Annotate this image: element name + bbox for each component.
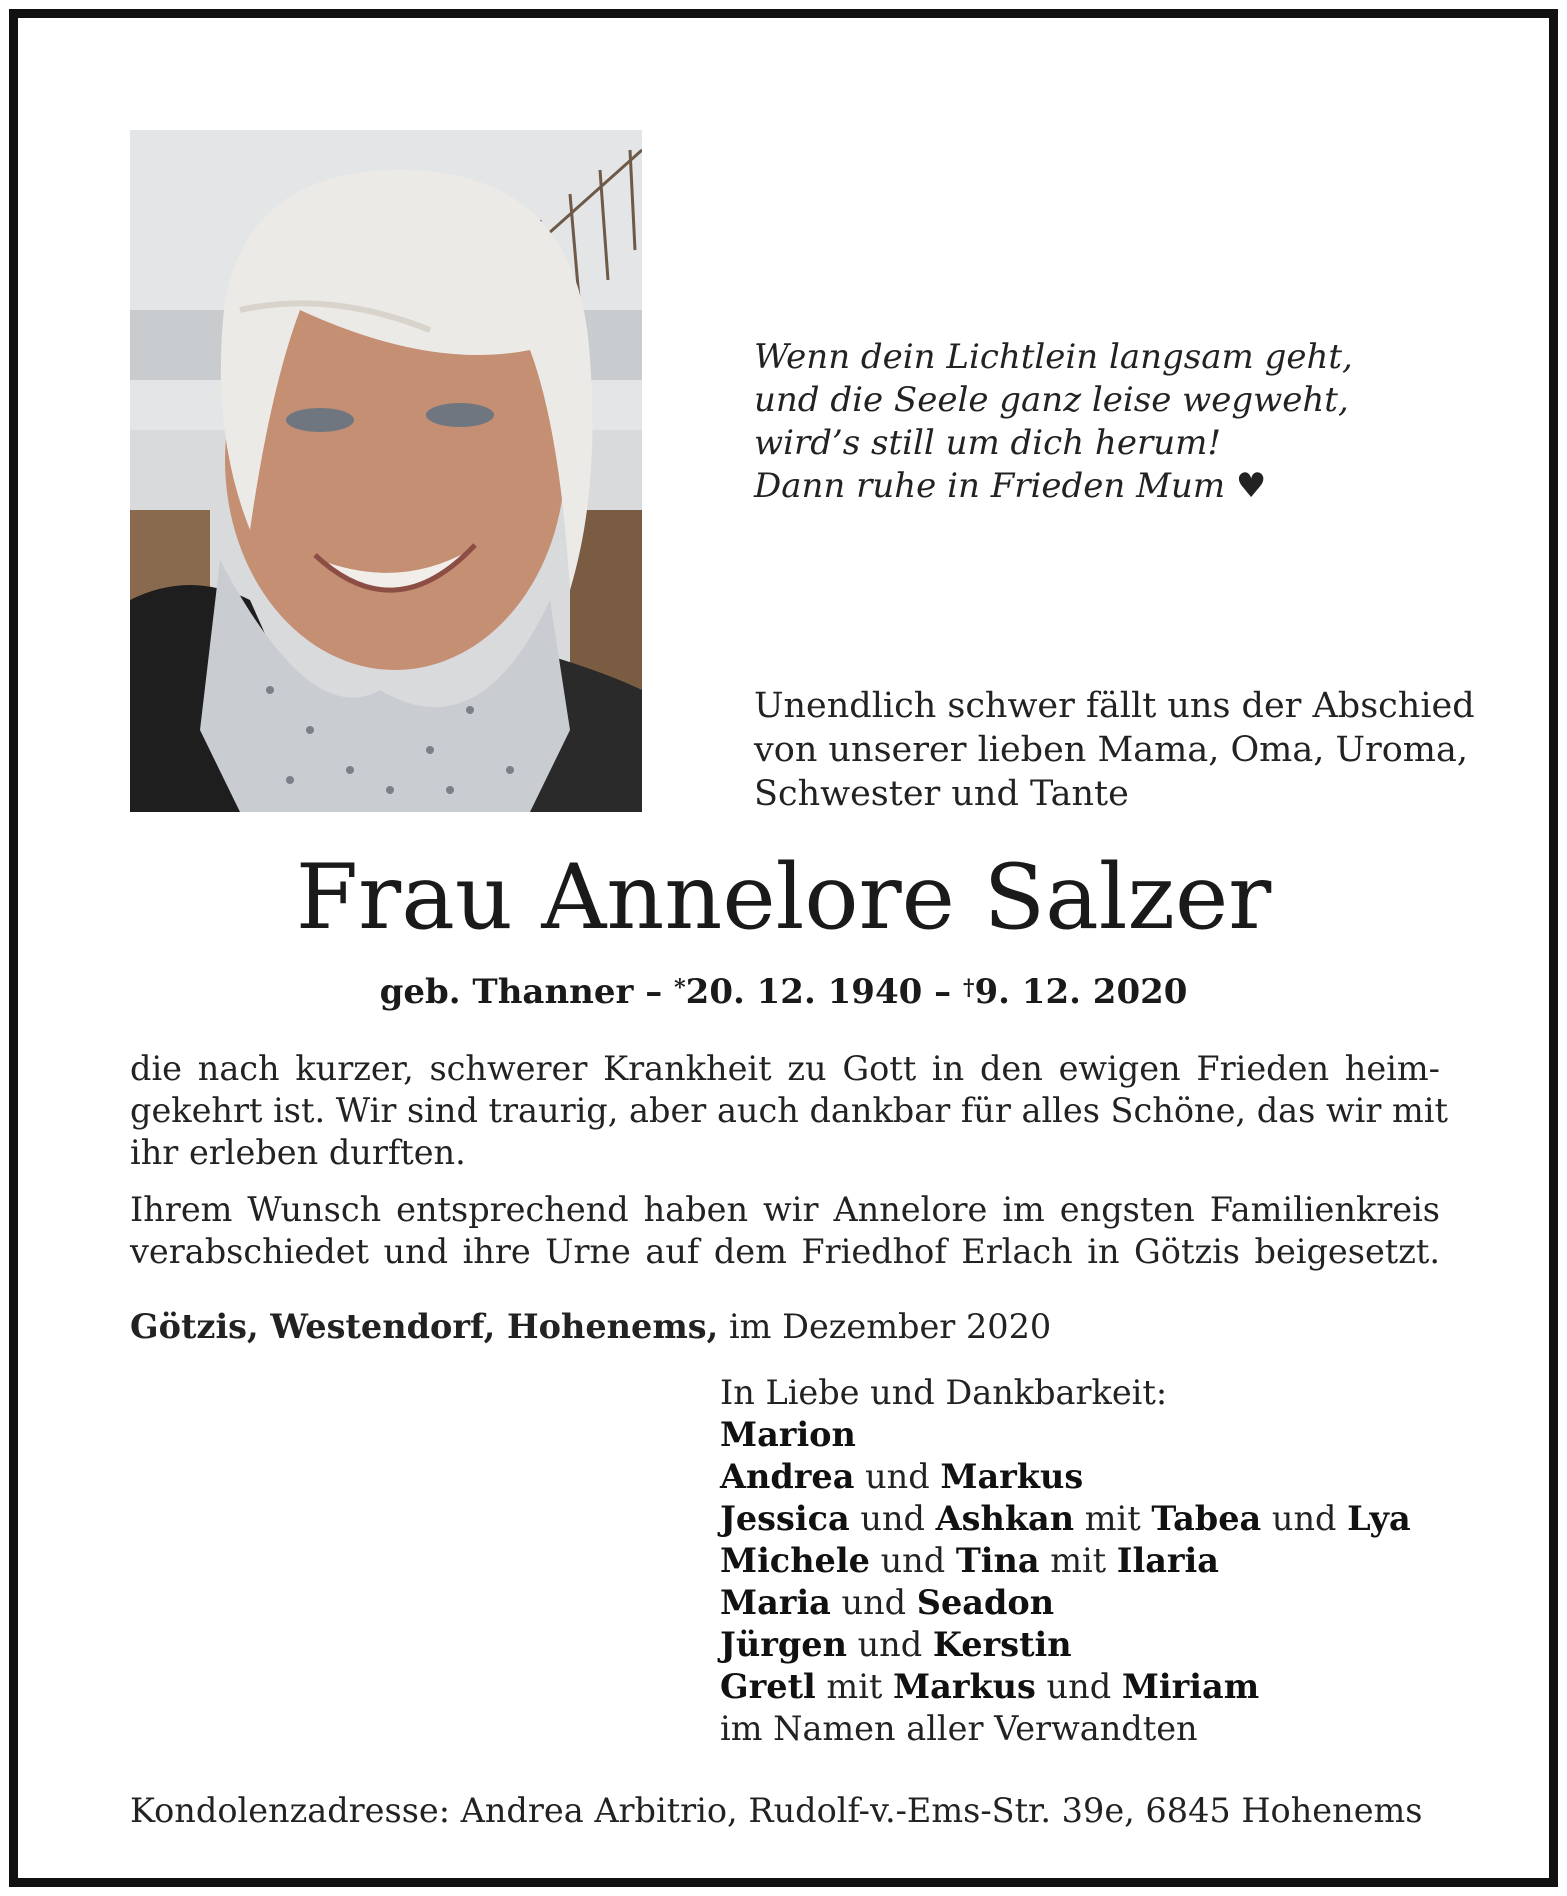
relative-name: Andrea: [720, 1457, 855, 1496]
intro-line: Unendlich schwer fällt uns der Abschied: [754, 686, 1475, 726]
relative-names: [720, 1708, 1198, 1750]
connector-text: im Namen aller Verwandten: [720, 1709, 1198, 1748]
separator: –: [934, 972, 952, 1012]
relative-name: Michele: [720, 1541, 870, 1580]
paragraph-burial: [130, 1189, 1440, 1273]
paragraph-line: gekehrt ist. Wir sind traurig, aber auch dankbar für alles Schöne, das wir mit: [130, 1091, 1448, 1130]
relative-name: Jürgen: [720, 1625, 847, 1664]
relative-names: [720, 1414, 856, 1456]
connector-text: und: [1261, 1499, 1348, 1538]
relative-names: [720, 1582, 1054, 1624]
death-date: 9. 12. 2020: [974, 972, 1188, 1012]
relative-name: Markus: [893, 1667, 1036, 1706]
relative-name: Marion: [720, 1415, 856, 1454]
paragraph-line: die nach kurzer, schwerer Krankheit zu Gott in den ewigen Frieden heim-: [130, 1049, 1440, 1088]
paragraph-line: verabschiedet und ihre Urne auf dem Friedhof Erlach in Götzis beigesetzt.: [130, 1232, 1440, 1271]
poem-line: Wenn dein Lichtlein langsam geht,: [754, 337, 1353, 377]
place-date: [130, 1306, 1051, 1348]
poem: [754, 336, 1474, 508]
paragraph-line: Ihrem Wunsch entsprechend haben wir Annelore im engsten Familienkreis: [130, 1190, 1440, 1229]
connector-text: und: [830, 1583, 917, 1622]
born-symbol: *: [674, 975, 686, 1001]
separator: –: [645, 972, 663, 1012]
connector-text: und: [869, 1541, 956, 1580]
signoff-heading: In Liebe und Dankbarkeit:: [720, 1373, 1168, 1412]
connector-text: mit: [1074, 1499, 1152, 1538]
place-towns: Götzis, Westendorf, Hohenems,: [130, 1307, 719, 1346]
relative-name: Ashkan: [935, 1499, 1075, 1538]
relative-names: [720, 1666, 1259, 1708]
connector-text: und: [849, 1499, 936, 1538]
died-symbol: †: [962, 975, 975, 1001]
relative-names: [720, 1540, 1219, 1582]
relative-name: Seadon: [916, 1583, 1055, 1622]
paragraph-announcement: [130, 1048, 1448, 1174]
birth-name: geb. Thanner: [379, 972, 634, 1012]
intro-line: von unserer lieben Mama, Oma, Uroma,: [754, 730, 1468, 770]
relative-name: Ilaria: [1116, 1541, 1219, 1580]
relative-names: [720, 1456, 1083, 1498]
relative-name: Kerstin: [932, 1625, 1072, 1664]
relative-names: [720, 1624, 1072, 1666]
poem-line: und die Seele ganz leise wegweht,: [754, 380, 1349, 420]
intro-text: [754, 684, 1514, 816]
connector-text: und: [846, 1625, 933, 1664]
poem-line: Dann ruhe in Frieden Mum ♥: [754, 466, 1267, 506]
connector-text: mit: [1039, 1541, 1117, 1580]
relative-name: Gretl: [720, 1667, 816, 1706]
relative-name: Maria: [720, 1583, 831, 1622]
relative-name: Tabea: [1151, 1499, 1262, 1538]
paragraph-line: ihr erleben durften.: [130, 1133, 466, 1172]
relative-name: Tina: [955, 1541, 1040, 1580]
place-month: im Dezember 2020: [728, 1307, 1052, 1346]
condolence-address: Kondolenzadresse: Andrea Arbitrio, Rudolf-v.-Ems-Str. 39e, 6845 Hohenems: [130, 1791, 1423, 1830]
birth-date: 20. 12. 1940: [685, 972, 923, 1012]
deceased-name: Frau Annelore Salzer: [295, 845, 1272, 950]
life-dates: [0, 970, 1567, 1014]
connector-text: und: [1035, 1667, 1122, 1706]
relative-name: Markus: [940, 1457, 1084, 1496]
poem-line: wird’s still um dich herum!: [754, 423, 1222, 463]
connector-text: und: [854, 1457, 941, 1496]
portrait-photo: [130, 130, 642, 812]
connector-text: mit: [815, 1667, 894, 1706]
relative-names: [720, 1498, 1411, 1540]
relative-name: Miriam: [1121, 1667, 1260, 1706]
relative-name: Lya: [1347, 1499, 1411, 1538]
intro-line: Schwester und Tante: [754, 774, 1129, 814]
relative-name: Jessica: [720, 1499, 850, 1538]
